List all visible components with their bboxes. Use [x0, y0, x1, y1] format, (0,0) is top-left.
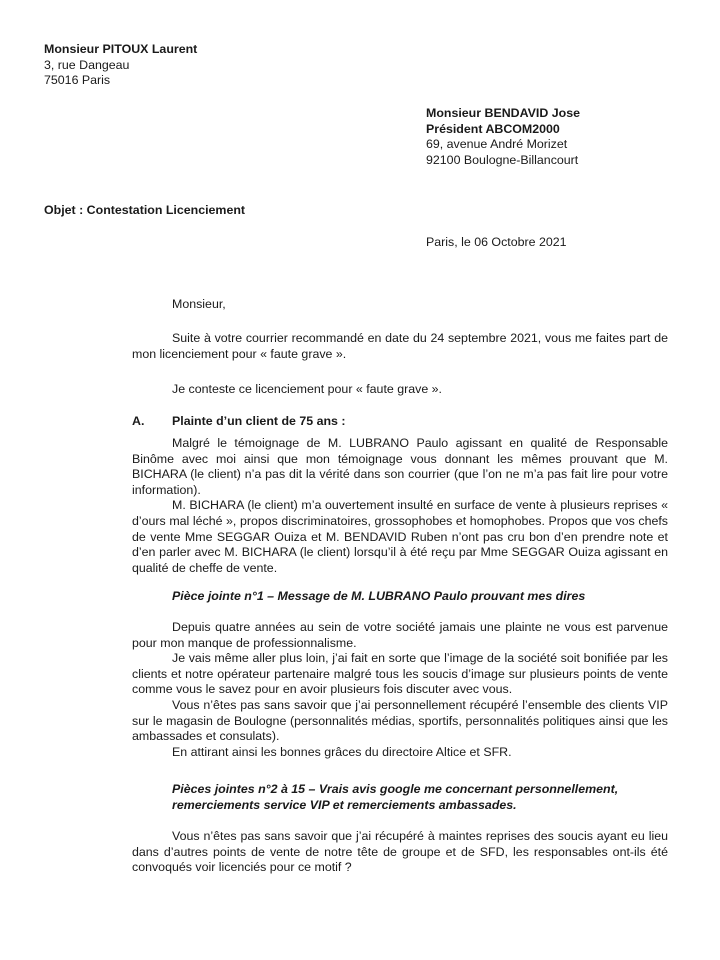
- place-and-date: Paris, le 06 Octobre 2021: [426, 235, 567, 249]
- closing-question-body: [132, 829, 668, 876]
- section-a-title: Plainte d’un client de 75 ans :: [172, 414, 346, 428]
- paragraph: Vous n’êtes pas sans savoir que j’ai personnellement récupéré l’ensemble des clients VIP sur le magasin de Boulogne (personnalités médias, sportifs, personnalités politiques ainsi que les ambassades et consulats).: [132, 697, 668, 744]
- recipient-address-block: [426, 106, 580, 168]
- attachment-2-reference: Pièces jointes n°2 à 15 – Vrais avis google me concernant personnellement, remerciements service VIP et remerciements ambassades.: [172, 782, 619, 812]
- section-a-letter: A.: [132, 414, 145, 428]
- intro-paragraph: Suite à votre courrier recommandé en date du 24 septembre 2021, vous me faites part de mon licenciement pour « faute grave ».: [132, 331, 668, 361]
- section-a-heading: [132, 414, 668, 430]
- recipient-name: Monsieur BENDAVID Jose: [426, 106, 580, 120]
- section-a-body: [132, 436, 668, 576]
- sender-address-block: [44, 42, 197, 89]
- paragraph: Je vais même aller plus loin, j’ai fait en sorte que l’image de la société soit bonifiée par les clients et notre opérateur partenaire malgré tous les soucis d’image sur plusieurs points de vente comme vous le savez pour en avoir plusieurs fois discuter avec vous.: [132, 651, 668, 697]
- recipient-street: 69, avenue André Morizet: [426, 137, 568, 152]
- recipient-title: Président ABCOM2000: [426, 121, 560, 136]
- sender-street: 3, rue Dangeau: [44, 57, 130, 72]
- professionalism-body: [132, 620, 668, 760]
- paragraph: M. BICHARA (le client) m’a ouvertement insulté en surface de vente à plusieurs reprises « d’ours mal léché », propos discriminatoires, grossophobes et homophobes. Propos que vos chefs de vente Mme SEGGAR Ouiza et M. BENDAVID Ruben n’ont pas cru bon d’en prendre note et d’en parler avec M. BICHARA (le client) lorsqu’il à été reçu par Mme SEGGAR Ouiza agissant en qualité de cheffe de vente.: [132, 498, 668, 575]
- paragraph: Vous n’êtes pas sans savoir que j’ai récupéré à maintes reprises des soucis ayant eu lieu dans d’autres points de vente de notre tête de groupe et de SFD, les responsables ont-ils été convoqués voir licenciés pour ce motif ?: [132, 829, 668, 875]
- recipient-city: 92100 Boulogne-Billancourt: [426, 152, 579, 167]
- sender-city: 75016 Paris: [44, 73, 111, 88]
- letter-subject: Objet : Contestation Licenciement: [44, 203, 246, 217]
- salutation: Monsieur,: [172, 297, 226, 311]
- contest-statement: Je conteste ce licenciement pour « faute grave ».: [172, 382, 442, 396]
- paragraph: Malgré le témoignage de M. LUBRANO Paulo agissant en qualité de Responsable Binôme avec moi ainsi que mon témoignage vous donnant les mêmes prouvant que M. BICHARA (le client) n’a pas dit la vérité dans son courrier (que l’on ne m’a pas fait lire pour votre information).: [132, 436, 668, 497]
- paragraph: En attirant ainsi les bonnes grâces du directoire Altice et SFR.: [172, 744, 512, 759]
- paragraph: Depuis quatre années au sein de votre société jamais une plainte ne vous est parvenue pour mon manque de professionnalisme.: [132, 620, 668, 650]
- sender-name: Monsieur PITOUX Laurent: [44, 42, 198, 56]
- attachment-1-reference: Pièce jointe n°1 – Message de M. LUBRANO Paulo prouvant mes dires: [172, 589, 586, 603]
